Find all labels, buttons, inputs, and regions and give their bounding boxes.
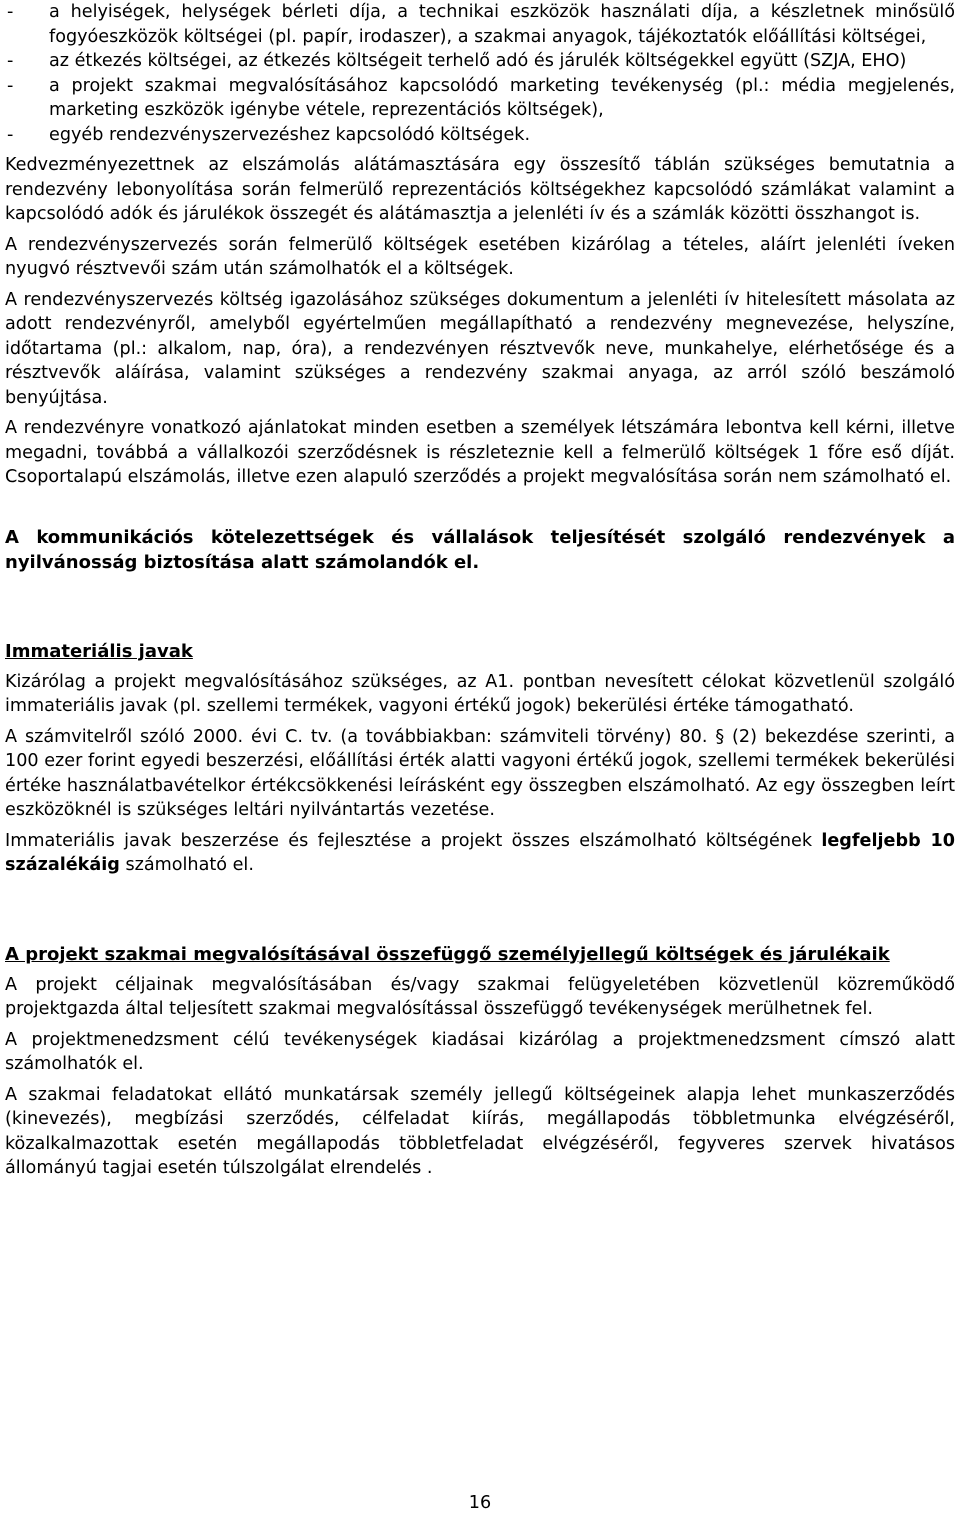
paragraph-personnel-basis: A szakmai feladatokat ellátó munkatársak személy jellegű költségeinek alapja lehet munkaszerződés (kinevezés), megbízási szerződés, célfeladat kiírás, megállapodás többletmunka elvégzéséről, közalkalmazottak esetén megállapodás többletfeladat elvégzéséről, fegyveres szervek hivatásos állományú tagjai esetén túlszolgálat elrendelés . [5,1084,955,1178]
document-page [5,0,955,1181]
list-item [5,74,955,123]
paragraph-attendance: A rendezvényszervezés során felmerülő költségek esetében kizárólag a tételes, aláírt jelenléti íveken nyugvó résztvevői szám után számolhatók el a költségek. [5,234,955,279]
paragraph-project-management: A projektmenedzsment célú tevékenységek kiadásai kizárólag a projektmenedzsment címszó alatt számolhatók el. [5,1029,955,1074]
section-heading-immaterial-text: Immateriális javak [5,640,193,662]
limit-text-end: számolható el. [119,855,254,875]
list-dash: - [7,75,14,96]
paragraph-immaterial-eligible: Kizárólag a projekt megvalósításához szükséges, az A1. pontban nevesített célokat közvetlenül szolgáló immateriális javak (pl. szellemi termékek, vagyoni értékű jogok) bekerülési értéke támogatható. [5,671,955,716]
paragraph-offers: A rendezvényre vonatkozó ajánlatokat minden esetben a személyek létszámára lebontva kell kérni, illetve megadni, továbbá a vállalkozói szerződésnek is részleteznie kell a felmerülő költségek 1 főre eső díját. Csoportalapú elszámolás, illetve ezen alapuló szerződés a projekt megvalósítása során nem számolható el. [5,418,955,487]
section-heading-immaterial [5,639,955,664]
paragraph-documentation: A rendezvényszervezés költség igazolásához szükséges dokumentum a jelenléti ív hitelesített másolata az adott rendezvényről, amelyből egyértelműen megállapítható a rendezvény megnevezése, helyszíne, időtartama (pl.: alkalom, nap, óra), a rendezvényen résztvevők neve, munkahelye, elérhetősége és a résztvevők aláírása, valamint szükséges a rendezvény szakmai anyaga, az arról szóló beszámoló benyújtása. [5,289,955,408]
list-dash: - [7,2,14,22]
section-heading-personnel-text: A projekt szakmai megvalósításával összefüggő személyjellegű költségek és járulékaik [5,943,890,965]
cost-item-list [5,0,955,147]
paragraph-summary-table: Kedvezményezettnek az elszámolás alátámasztására egy összesítő táblán szükséges bemutatnia a rendezvény lebonyolítása során felmerülő reprezentációs költségekhez kapcsolódó számlákat valamint a kapcsolódó adók és járulékok összegét és alátámasztja a jelenléti ív és a számlák közötti összhangot is. [5,155,955,224]
communication-note: A kommunikációs kötelezettségek és vállalások teljesítését szolgáló rendezvények a nyilvánosság biztosítása alatt számolandók el. [5,526,955,573]
list-item-text: az étkezés költségei, az étkezés költségeit terhelő adó és járulék költségekkel együtt (SZJA, EHO) [49,51,907,71]
limit-text-start: Immateriális javak beszerzése és fejlesztése a projekt összes elszámolható költségének [5,830,822,851]
list-dash: - [7,51,14,71]
paragraph-accounting-law: A számvitelről szóló 2000. évi C. tv. (a továbbiakban: számviteli törvény) 80. § (2) bekezdése szerinti, a 100 ezer forint egyedi beszerzési, előállítási érték alatti vagyoni értékű jogok, szellemi termékek bekerülési értéke használatbavételkor értékcsökkenési leírásként egy összegben elszámolható. Az egy összegben leírt eszközöknél is szükséges leltári nyilvántartás vezetése. [5,726,955,820]
list-item [5,123,955,148]
paragraph-immaterial-limit [5,829,955,878]
section-heading-personnel [5,942,955,967]
page-number: 16 [468,1493,492,1513]
list-item [5,0,955,49]
list-dash: - [7,124,14,145]
list-item [5,49,955,74]
paragraph-personnel-activities: A projekt céljainak megvalósításában és/vagy szakmai felügyeletében közvetlenül közreműködő projektgazda által teljesített szakmai megvalósítással összefüggő tevékenységek merülhetnek fel. [5,974,955,1019]
limit-text-bold: legfeljebb 10 százalékáig [5,830,955,875]
list-item-text: a helyiségek, helységek bérleti díja, a technikai eszközök használati díja, a készletnek minősülő fogyóeszközök költségei (pl. papír, irodaszer), a szakmai anyagok, tájékoztatók előállítási költségei, [49,2,955,47]
list-item-text: a projekt szakmai megvalósításához kapcsolódó marketing tevékenység (pl.: média megjelenés, marketing eszközök igénybe vétele, reprezentációs költségek), [49,75,955,120]
list-item-text: egyéb rendezvényszervezéshez kapcsolódó költségek. [49,124,531,145]
